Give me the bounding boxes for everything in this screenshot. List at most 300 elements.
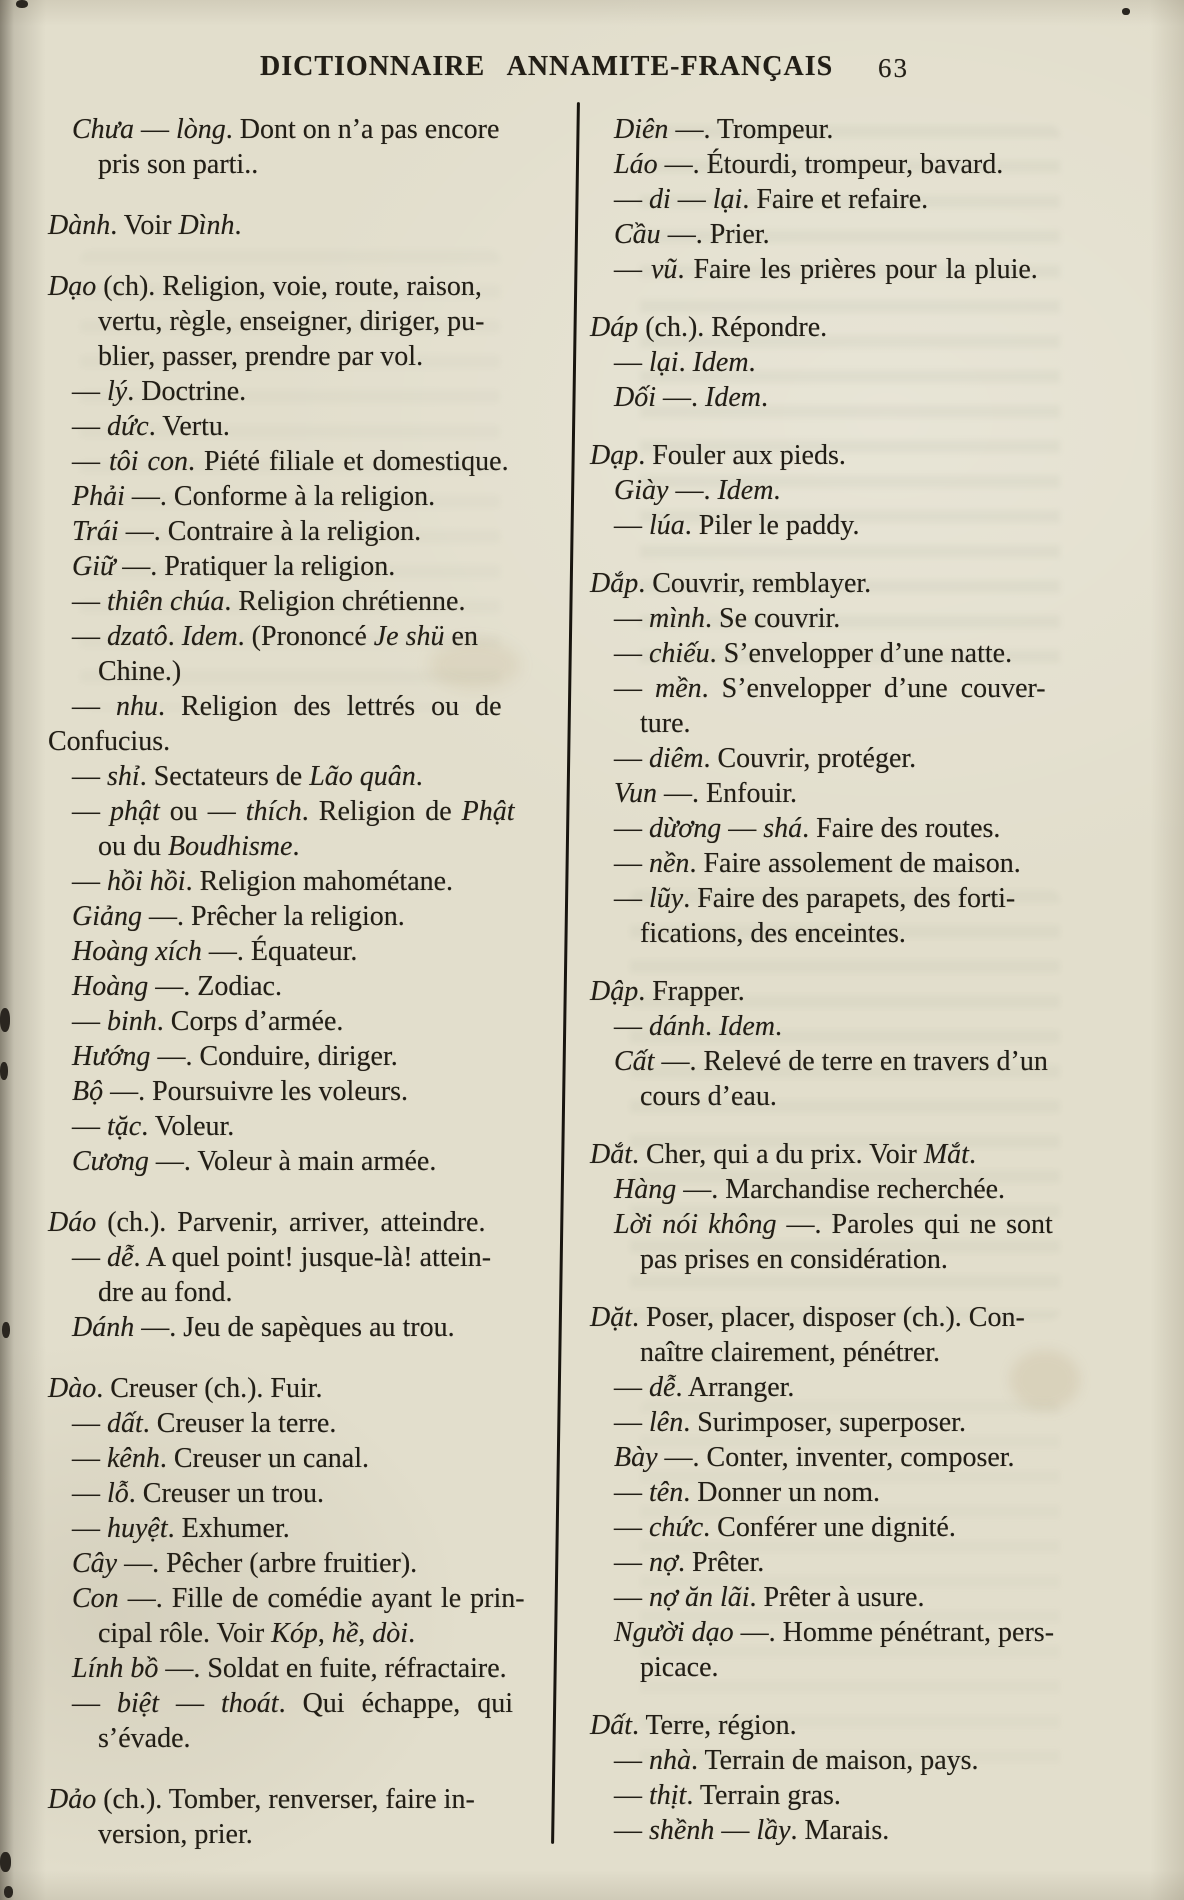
dictionary-line (48, 619, 562, 654)
definition-text: . Terrain de maison, pays. (691, 1745, 979, 1776)
definition-text: — (72, 376, 107, 407)
headword-text: Dáo (48, 1207, 97, 1238)
definition-text: — (72, 866, 107, 897)
definition-text: . Couvrir, protéger. (703, 743, 917, 774)
definition-text: . (167, 621, 182, 652)
definition-text: . Faire des parapets, des forti- (683, 883, 1016, 914)
headword-text: Boudhisme (168, 831, 293, 862)
definition-text: . Religion mahométane. (185, 866, 454, 897)
definition-text: —. Zodiac. (148, 971, 282, 1002)
definition-text: . Terre, région. (632, 1710, 797, 1741)
headword-text: dức (107, 411, 149, 442)
definition-text: —. Conforme à la religion. (124, 481, 436, 512)
definition-text: (ch.). Répondre. (638, 312, 828, 343)
dictionary-line (48, 1074, 562, 1109)
dictionary-line (590, 508, 1072, 543)
definition-text: . Voleur. (141, 1111, 235, 1142)
dictionary-line (590, 776, 1072, 811)
definition-text: — (614, 254, 651, 285)
dictionary-line (590, 1370, 1072, 1405)
headword-text: thích (245, 796, 302, 827)
dictionary-line (590, 380, 1072, 415)
definition-text: — (670, 184, 713, 215)
definition-text: — (72, 586, 107, 617)
definition-text: . Corps d’armée. (156, 1006, 344, 1037)
headword-text: Lính bồ (72, 1653, 159, 1684)
definition-text: — (72, 446, 109, 477)
dictionary-line (590, 1580, 1072, 1615)
headword-text: Dất (590, 1710, 632, 1741)
headword-text: nợ (649, 1547, 678, 1578)
dictionary-line (48, 1004, 562, 1039)
headword-text: Chưa (72, 114, 134, 145)
definition-text: —. Paroles qui ne sont (776, 1209, 1053, 1240)
dictionary-line (590, 1079, 1072, 1114)
dictionary-line (48, 1144, 562, 1179)
dictionary-line (48, 1476, 562, 1511)
definition-text: — (614, 1477, 649, 1508)
dictionary-line (590, 881, 1072, 916)
headword-text: Con (72, 1583, 119, 1614)
definition-text: — (72, 1478, 107, 1509)
dictionary-line (48, 829, 562, 864)
dictionary-line (48, 724, 562, 759)
dictionary-line (48, 899, 562, 934)
headword-text: lòng (175, 114, 226, 145)
dictionary-line (590, 1510, 1072, 1545)
headword-text: Hoàng (72, 971, 149, 1002)
definition-text: —. (668, 475, 718, 506)
dictionary-line (48, 514, 562, 549)
headword-text: mình (649, 603, 705, 634)
definition-text: . Doctrine. (127, 376, 247, 407)
headword-text: Dặt (590, 1302, 632, 1333)
dictionary-line (590, 345, 1072, 380)
scan-artifact (16, 0, 28, 8)
left-column (48, 112, 562, 1852)
definition-text: — (614, 883, 649, 914)
definition-text: . Poser, placer, disposer (ch.). Con- (632, 1302, 1025, 1333)
headword-text: Hướng (72, 1041, 151, 1072)
dictionary-line (590, 1615, 1072, 1650)
definition-text: dre au fond. (98, 1277, 233, 1308)
definition-text: — (614, 1372, 649, 1403)
definition-text: . Vertu. (148, 411, 230, 442)
headword-text: mền (655, 673, 702, 704)
headword-text: kênh (107, 1443, 160, 1474)
dictionary-line (48, 304, 562, 339)
headword-text: Cương (72, 1146, 149, 1177)
definition-text: pas prises en considération. (640, 1244, 948, 1275)
dictionary-line (48, 1205, 562, 1240)
definition-text: cipal rôle. Voir (98, 1618, 272, 1649)
headword-text: lúa (649, 510, 685, 541)
dictionary-line (48, 1039, 562, 1074)
definition-text: s’évade. (98, 1723, 191, 1754)
definition-text: — (614, 510, 649, 541)
headword-text: Hàng (614, 1174, 677, 1205)
dictionary-line (590, 1708, 1072, 1743)
definition-text: . (705, 1011, 719, 1042)
definition-text: (ch.). Parvenir, arriver, atteindre. (96, 1207, 486, 1238)
scan-artifact (0, 1008, 10, 1032)
definition-text: . (415, 761, 423, 792)
headword-text: dất (107, 1408, 143, 1439)
definition-text: — (614, 1407, 649, 1438)
definition-text: — (72, 1443, 107, 1474)
headword-text: Dạo (48, 271, 97, 302)
headword-text: thịt (649, 1780, 687, 1811)
headword-text: Dành (48, 210, 111, 241)
definition-text: blier, passer, prendre par vol. (98, 341, 424, 372)
dictionary-line (48, 479, 562, 514)
dictionary-line (48, 1546, 562, 1581)
definition-text: —. Étourdi, trompeur, bavard. (657, 149, 1004, 180)
headword-text: Kóp (271, 1618, 318, 1649)
definition-text: —. Fille de comédie ayant le prin- (118, 1583, 525, 1614)
definition-text: . Faire les prières pour la pluie. (677, 254, 1038, 285)
dictionary-line (48, 1651, 562, 1686)
headword-text: shỉ (107, 761, 140, 792)
definition-text: . Arranger. (675, 1372, 795, 1403)
headword-text: Dập (590, 976, 639, 1007)
headword-text: Dánh (72, 1312, 135, 1343)
definition-text: . (Prononcé (237, 621, 374, 652)
headword-text: Dảo (48, 1784, 97, 1815)
definition-text: —. Prêcher la religion. (142, 901, 405, 932)
definition-text: . (678, 347, 693, 378)
definition-text: —. Enfouir. (657, 778, 798, 809)
dictionary-line (590, 1335, 1072, 1370)
definition-text: (ch.). Tomber, renverser, faire in- (96, 1784, 475, 1815)
headword-text: shá (763, 813, 803, 844)
definition-text: , (358, 1618, 373, 1649)
definition-text: — (721, 813, 764, 844)
headword-text: Bộ (72, 1076, 104, 1107)
definition-text: . Creuser un trou. (128, 1478, 324, 1509)
dictionary-line (48, 1782, 562, 1817)
definition-text: . Sectateurs de (139, 761, 310, 792)
headword-text: Cầu (614, 219, 661, 250)
headword-text: Dối (614, 382, 656, 413)
definition-text: . Religion chrétienne. (224, 586, 466, 617)
headword-text: biệt (117, 1688, 159, 1719)
headword-text: Dào (48, 1373, 97, 1404)
definition-text: — (614, 1512, 649, 1543)
definition-text: . Terrain gras. (686, 1780, 841, 1811)
dictionary-line (48, 549, 562, 584)
definition-text: . (748, 347, 756, 378)
headword-text: Idem (717, 475, 774, 506)
dictionary-line (48, 1721, 562, 1756)
dictionary-line (590, 916, 1072, 951)
definition-text: — (614, 184, 649, 215)
definition-text: . Piler le paddy. (684, 510, 860, 541)
dictionary-line (590, 1405, 1072, 1440)
definition-text: —. Soldat en fuite, réfractaire. (158, 1653, 507, 1684)
headword-text: chức (649, 1512, 704, 1543)
headword-text: hề (331, 1618, 359, 1649)
definition-text: . A quel point! jusque-là! attein- (133, 1242, 492, 1273)
definition-text: — (714, 1815, 757, 1846)
dictionary-line (48, 444, 562, 479)
definition-text: . (408, 1618, 416, 1649)
definition-text: . (292, 831, 300, 862)
headword-text: thiên chúa (107, 586, 225, 617)
dictionary-line (48, 759, 562, 794)
dictionary-line (590, 1743, 1072, 1778)
dictionary-line (590, 1009, 1072, 1044)
definition-text: . Faire des routes. (802, 813, 1001, 844)
dictionary-line (590, 1172, 1072, 1207)
headword-text: Dạp (590, 440, 639, 471)
definition-text: — (614, 1780, 649, 1811)
definition-text: ou du (98, 831, 168, 862)
definition-text: — (614, 848, 649, 879)
dictionary-line (48, 1441, 562, 1476)
dictionary-line (590, 1545, 1072, 1580)
definition-text: . S’envelopper d’une natte. (709, 638, 1013, 669)
headword-text: nhà (649, 1745, 691, 1776)
headword-text: Lời nói không (614, 1209, 777, 1240)
definition-text: — (72, 691, 116, 722)
right-column (590, 112, 1072, 1848)
dictionary-line (590, 182, 1072, 217)
dictionary-line (48, 1581, 562, 1616)
definition-text: —. Conter, inventer, composer. (657, 1442, 1015, 1473)
headword-text: lũy (649, 883, 684, 914)
dictionary-line (48, 374, 562, 409)
definition-text: — (614, 1582, 649, 1613)
definition-text: — (72, 1408, 107, 1439)
headword-text: Dáp (590, 312, 639, 343)
dictionary-line (590, 1137, 1072, 1172)
definition-text: — (72, 1242, 107, 1273)
headword-text: Idem (719, 1011, 775, 1042)
definition-text: —. Pêcher (arbre fruitier). (117, 1548, 418, 1579)
dictionary-line (48, 689, 562, 724)
definition-text: — (72, 621, 107, 652)
dictionary-line (590, 1207, 1072, 1242)
definition-text: — (614, 673, 655, 704)
dictionary-line (590, 217, 1072, 252)
headword-text: lỗ (107, 1478, 129, 1509)
definition-text: Chine.) (98, 656, 182, 687)
dictionary-line (48, 409, 562, 444)
definition-text: . S’envelopper d’une couver- (701, 673, 1046, 704)
headword-text: Láo (614, 149, 658, 180)
headword-text: nhu (116, 691, 158, 722)
definition-text: — (614, 743, 649, 774)
definition-text: . (760, 382, 768, 413)
headword-text: thoát (221, 1688, 279, 1719)
dictionary-line (590, 846, 1072, 881)
dictionary-line (48, 1310, 562, 1345)
definition-text: — (72, 1006, 107, 1037)
definition-text: fications, des enceintes. (640, 918, 906, 949)
headword-text: dzatô (107, 621, 168, 652)
dictionary-line (48, 934, 562, 969)
definition-text: . (773, 475, 781, 506)
dictionary-line (48, 208, 562, 243)
headword-text: lý (107, 376, 128, 407)
dictionary-line (48, 1406, 562, 1441)
dictionary-line (590, 1778, 1072, 1813)
headword-text: Idem (181, 621, 238, 652)
dictionary-line (590, 147, 1072, 182)
definition-text: . Dont on n’a pas encore (225, 114, 500, 145)
scan-artifact (4, 1886, 13, 1898)
headword-text: Trái (72, 516, 119, 547)
dictionary-line (48, 1511, 562, 1546)
definition-text: (ch). Religion, voie, route, raison, (96, 271, 482, 302)
definition-text: . Creuser la terre. (142, 1408, 337, 1439)
dictionary-line (590, 1440, 1072, 1475)
definition-text: — (614, 638, 649, 669)
definition-text: . Cher, qui a du prix. Voir (632, 1139, 924, 1170)
definition-text: . Fouler aux pieds. (638, 440, 846, 471)
headword-text: lầy (756, 1815, 791, 1846)
definition-text: . Religion des lettrés ou de (158, 691, 502, 722)
dictionary-line (48, 1275, 562, 1310)
headword-text: Người dạo (614, 1617, 734, 1648)
definition-text: — (614, 1547, 649, 1578)
dictionary-line (590, 252, 1072, 287)
definition-text: —. Marchandise recherchée. (676, 1174, 1006, 1205)
headword-text: Mắt (923, 1139, 969, 1170)
dictionary-line (590, 636, 1072, 671)
definition-text: — (72, 1111, 107, 1142)
definition-text: — (614, 1745, 649, 1776)
definition-text: cours d’eau. (640, 1081, 777, 1112)
dictionary-line (590, 706, 1072, 741)
definition-text: naître clairement, pénétrer. (640, 1337, 941, 1368)
definition-text: — (614, 603, 649, 634)
headword-text: Giữ (72, 551, 116, 582)
headword-text: huyệt (107, 1513, 168, 1544)
scan-artifact (1122, 8, 1130, 15)
dictionary-line (590, 1242, 1072, 1277)
headword-text: hồi hồi (107, 866, 186, 897)
definition-text: . Creuser (ch.). Fuir. (96, 1373, 323, 1404)
dictionary-line (48, 1686, 562, 1721)
dictionary-line (590, 438, 1072, 473)
definition-text: —. Relevé de terre en travers d’un (654, 1046, 1048, 1077)
dictionary-line (590, 671, 1072, 706)
headword-text: Phật (461, 796, 515, 827)
definition-text: —. Jeu de sapèques au trou. (134, 1312, 455, 1343)
definition-text: . (234, 210, 242, 241)
dictionary-line (48, 112, 562, 147)
headword-text: Dình (178, 210, 235, 241)
headword-text: binh (107, 1006, 157, 1037)
definition-text: . Prêter. (677, 1547, 765, 1578)
headword-text: Phải (72, 481, 125, 512)
definition-text: —. Poursuivre les voleurs. (103, 1076, 408, 1107)
definition-text: —. Contraire à la religion. (118, 516, 422, 547)
definition-text: . (774, 1011, 782, 1042)
dictionary-line (590, 1044, 1072, 1079)
definition-text: — (614, 813, 649, 844)
headword-text: tôi con (109, 446, 188, 477)
definition-text: . Voir (110, 210, 179, 241)
scan-artifact (0, 1062, 8, 1080)
definition-text: —. Homme pénétrant, pers- (733, 1617, 1055, 1648)
definition-text: . Donner un nom. (683, 1477, 880, 1508)
headword-text: dánh (649, 1011, 705, 1042)
dictionary-line (590, 974, 1072, 1009)
page-number: 63 (878, 53, 909, 83)
definition-text: . Conférer une dignité. (703, 1512, 956, 1543)
definition-text: — (614, 347, 649, 378)
dictionary-line (48, 584, 562, 619)
definition-text: . Frapper. (638, 976, 745, 1007)
headword-text: Bày (614, 1442, 658, 1473)
dictionary-line (590, 741, 1072, 776)
definition-text: — (614, 1011, 649, 1042)
headword-text: shềnh (649, 1815, 715, 1846)
dictionary-line (48, 1371, 562, 1406)
definition-text: . Faire assolement de maison. (689, 848, 1021, 879)
headword-text: diêm (649, 743, 704, 774)
definition-text: . Prêter à usure. (749, 1582, 925, 1613)
definition-text: . Exhumer. (167, 1513, 290, 1544)
headword-text: Hoàng xích (72, 936, 202, 967)
definition-text: . (968, 1139, 976, 1170)
definition-text: — (72, 796, 110, 827)
definition-text: — (159, 1688, 221, 1719)
headword-text: di (649, 184, 671, 215)
headword-text: Idem (705, 382, 761, 413)
dictionary-line (48, 794, 562, 829)
definition-text: vertu, règle, enseigner, diriger, pu- (98, 306, 485, 337)
headword-text: Dắt (590, 1139, 632, 1170)
definition-text: — (72, 1513, 107, 1544)
dictionary-line (590, 566, 1072, 601)
definition-text: pris son parti.. (98, 149, 259, 180)
definition-text: . Surimposer, superposer. (683, 1407, 966, 1438)
headword-text: lên (649, 1407, 684, 1438)
headword-text: dòi (372, 1618, 409, 1649)
definition-text: —. Prier. (660, 219, 770, 250)
dictionary-line (48, 864, 562, 899)
definition-text: version, prier. (98, 1819, 253, 1850)
headword-text: nền (649, 848, 690, 879)
headword-text: dừơng (649, 813, 722, 844)
definition-text: . Creuser un canal. (159, 1443, 369, 1474)
dictionary-line (48, 147, 562, 182)
dictionary-line (590, 601, 1072, 636)
headword-text: Cây (72, 1548, 118, 1579)
headword-text: Giày (614, 475, 669, 506)
dictionary-line (48, 1240, 562, 1275)
dictionary-line (590, 811, 1072, 846)
dictionary-line (590, 1475, 1072, 1510)
headword-text: Vun (614, 778, 658, 809)
definition-text: . Se couvrir. (705, 603, 841, 634)
definition-text: —. (656, 382, 705, 413)
definition-text: ture. (640, 708, 691, 739)
headword-text: Lão quân (309, 761, 416, 792)
dictionary-line (590, 1650, 1072, 1685)
headword-text: chiếu (649, 638, 710, 669)
headword-text: phật (110, 796, 160, 827)
headword-text: Je shü (373, 621, 445, 652)
headword-text: Diên (614, 114, 669, 145)
dictionary-line (590, 112, 1072, 147)
definition-text: —. Voleur à main armée. (148, 1146, 437, 1177)
definition-text: —. Trompeur. (668, 114, 834, 145)
